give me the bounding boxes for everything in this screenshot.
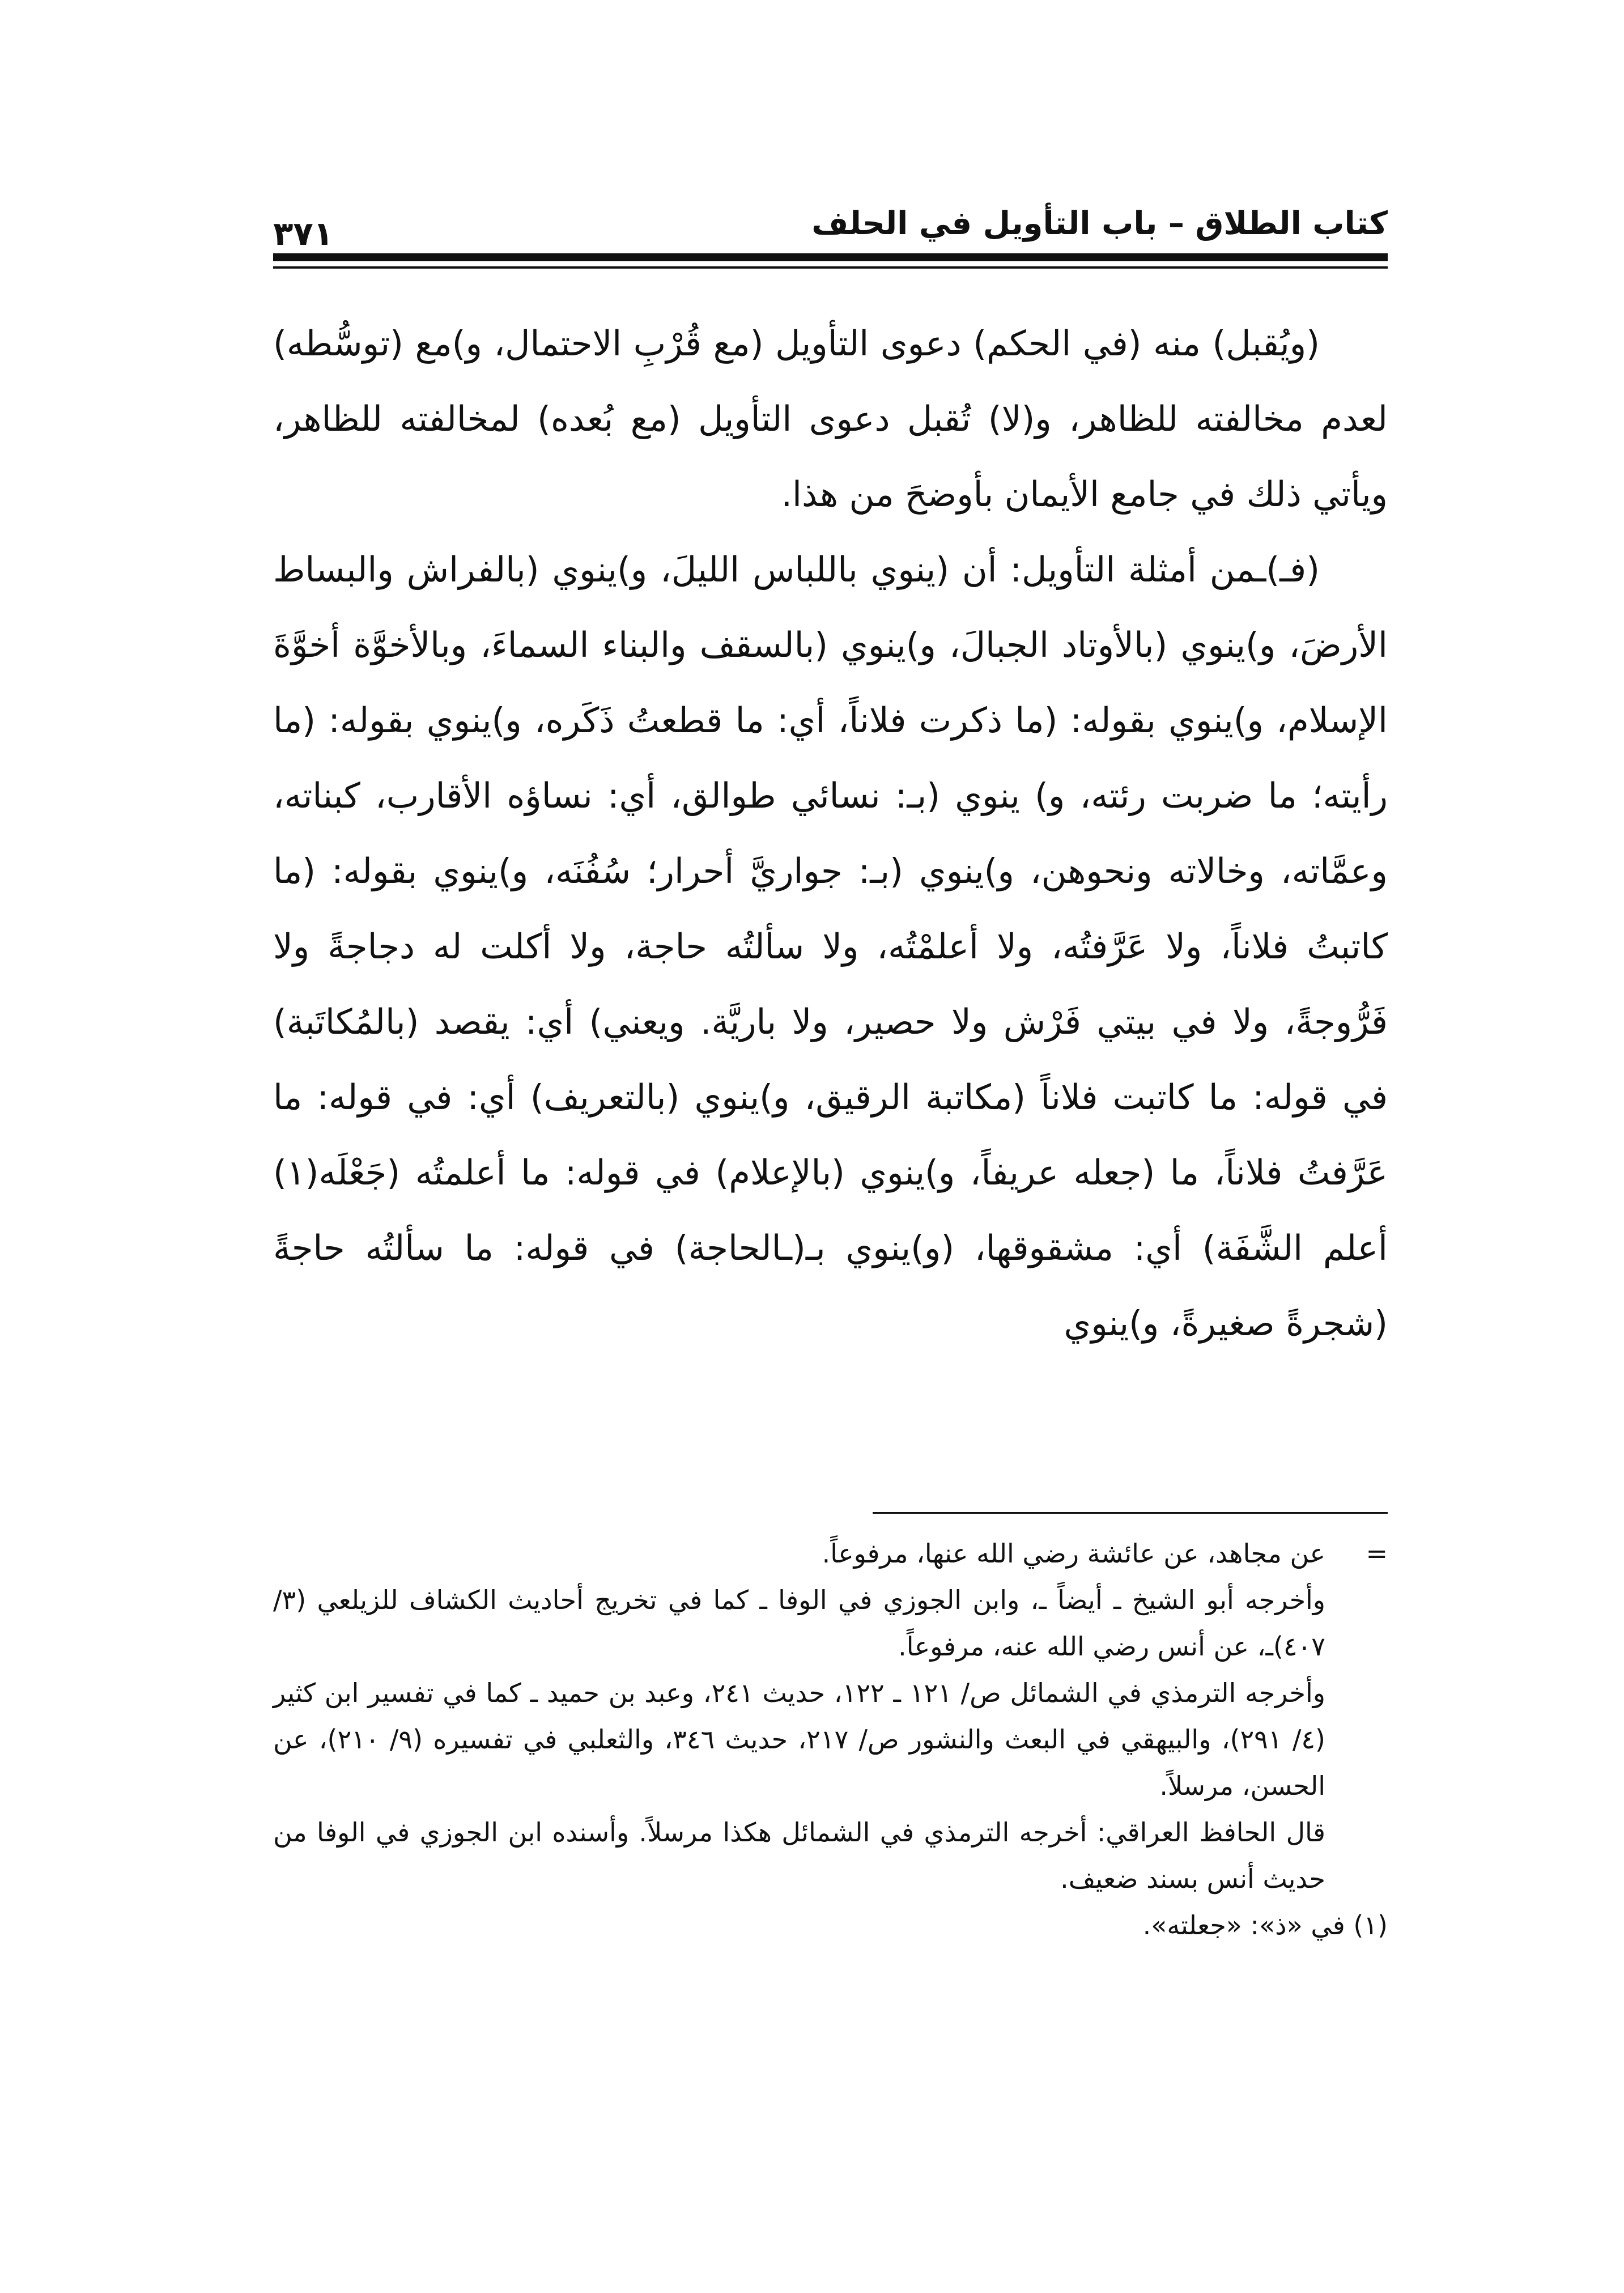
footnote-paragraph-2: وأخرجه الترمذي في الشمائل ص/ ١٢١ ـ ١٢٢، حديث ٢٤١، وعبد بن حميد ـ كما في تفسير ابن كثير (٤/ ٢٩١)، والبيهقي في البعث والنشور ص/ ٢١٧، حديث ٣٤٦، والثعلبي في تفسيره (٩/ ٢١٠)، عن الحسن، مرسلاً. xyxy=(273,1678,1325,1801)
footnote-separator xyxy=(873,1512,1388,1514)
header-rule-thick xyxy=(273,253,1388,261)
header-title: كتاب الطلاق – باب التأويل في الحلف xyxy=(811,205,1388,242)
footnotes xyxy=(273,1530,1388,1948)
footnote-paragraph-3: قال الحافظ العراقي: أخرجه الترمذي في الشمائل هكذا مرسلاً. وأسنده ابن الجوزي في الوفا من حديث أنس بسند ضعيف. xyxy=(273,1817,1325,1894)
continuation-mark: = xyxy=(1366,1538,1388,1569)
footnote-1: (١) في «ذ»: «جعلته». xyxy=(1142,1910,1388,1940)
body-paragraph-1: (ويُقبل) منه (في الحكم) دعوى التأويل (مع قُرْبِ الاحتمال، و)مع (توسُّطه) لعدم مخالفته للظاهر، و(لا) تُقبل دعوى التأويل (مع بُعده) لمخالفته للظاهر، ويأتي ذلك في جامع الأيمان بأوضحَ من هذا. xyxy=(273,324,1388,515)
running-header xyxy=(273,201,1388,251)
header-rule-thin xyxy=(273,266,1388,269)
footnote-paragraph-1: وأخرجه أبو الشيخ ـ أيضاً ـ، وابن الجوزي في الوفا ـ كما في تخريج أحاديث الكشاف للزيلعي (٣/ ٤٠٧)ـ، عن أنس رضي الله عنه، مرفوعاً. xyxy=(273,1585,1325,1662)
main-text xyxy=(273,306,1388,1361)
footnote-continuation xyxy=(273,1530,1388,1577)
body-paragraph-2: (فـ)ـمن أمثلة التأويل: أن (ينوي باللباس الليلَ، و)ينوي (بالفراش والبساط الأرضَ، و)ينوي (بالأوتاد الجبالَ، و)ينوي (بالسقف والبناء السماءَ، وبالأخوَّة أخوَّةَ الإسلام، و)ينوي بقوله: (ما ذكرت فلاناً، أي: ما قطعتُ ذَكَره، و)ينوي بقوله: (ما رأيته؛ ما ضربت رئته، و) ينوي (بـ: نسائي طوالق، أي: نساؤه الأقارب، كبناته، وعمَّاته، وخالاته ونحوهن، و)ينوي (بـ: جواريَّ أحرار؛ سُفُنَه، و)ينوي بقوله: (ما كاتبتُ فلاناً، ولا عَرَّفتُه، ولا أعلمْتُه، ولا سألتُه حاجة، ولا أكلت له دجاجةً ولا فَرُّوجةً، ولا في بيتي فَرْش ولا حصير، ولا باريَّة. ويعني) أي: يقصد (بالمُكاتَبة) في قوله: ما كاتبت فلاناً (مكاتبة الرقيق، و)ينوي (بالتعريف) أي: في قوله: ما عَرَّفتُ فلاناً، ما (جعله عريفاً، و)ينوي (بالإعلام) في قوله: ما أعلمتُه (جَعْلَه(١) أعلم الشَّفَة) أي: مشقوقها، (و)ينوي بـ(ـالحاجة) في قوله: ما سألتُه حاجةً (شجرةً صغيرةً، و)ينوي xyxy=(273,550,1388,1344)
footnote-continuation-text: عن مجاهد، عن عائشة رضي الله عنها، مرفوعاً. xyxy=(822,1538,1325,1569)
page-number: ٣٧١ xyxy=(273,214,334,253)
